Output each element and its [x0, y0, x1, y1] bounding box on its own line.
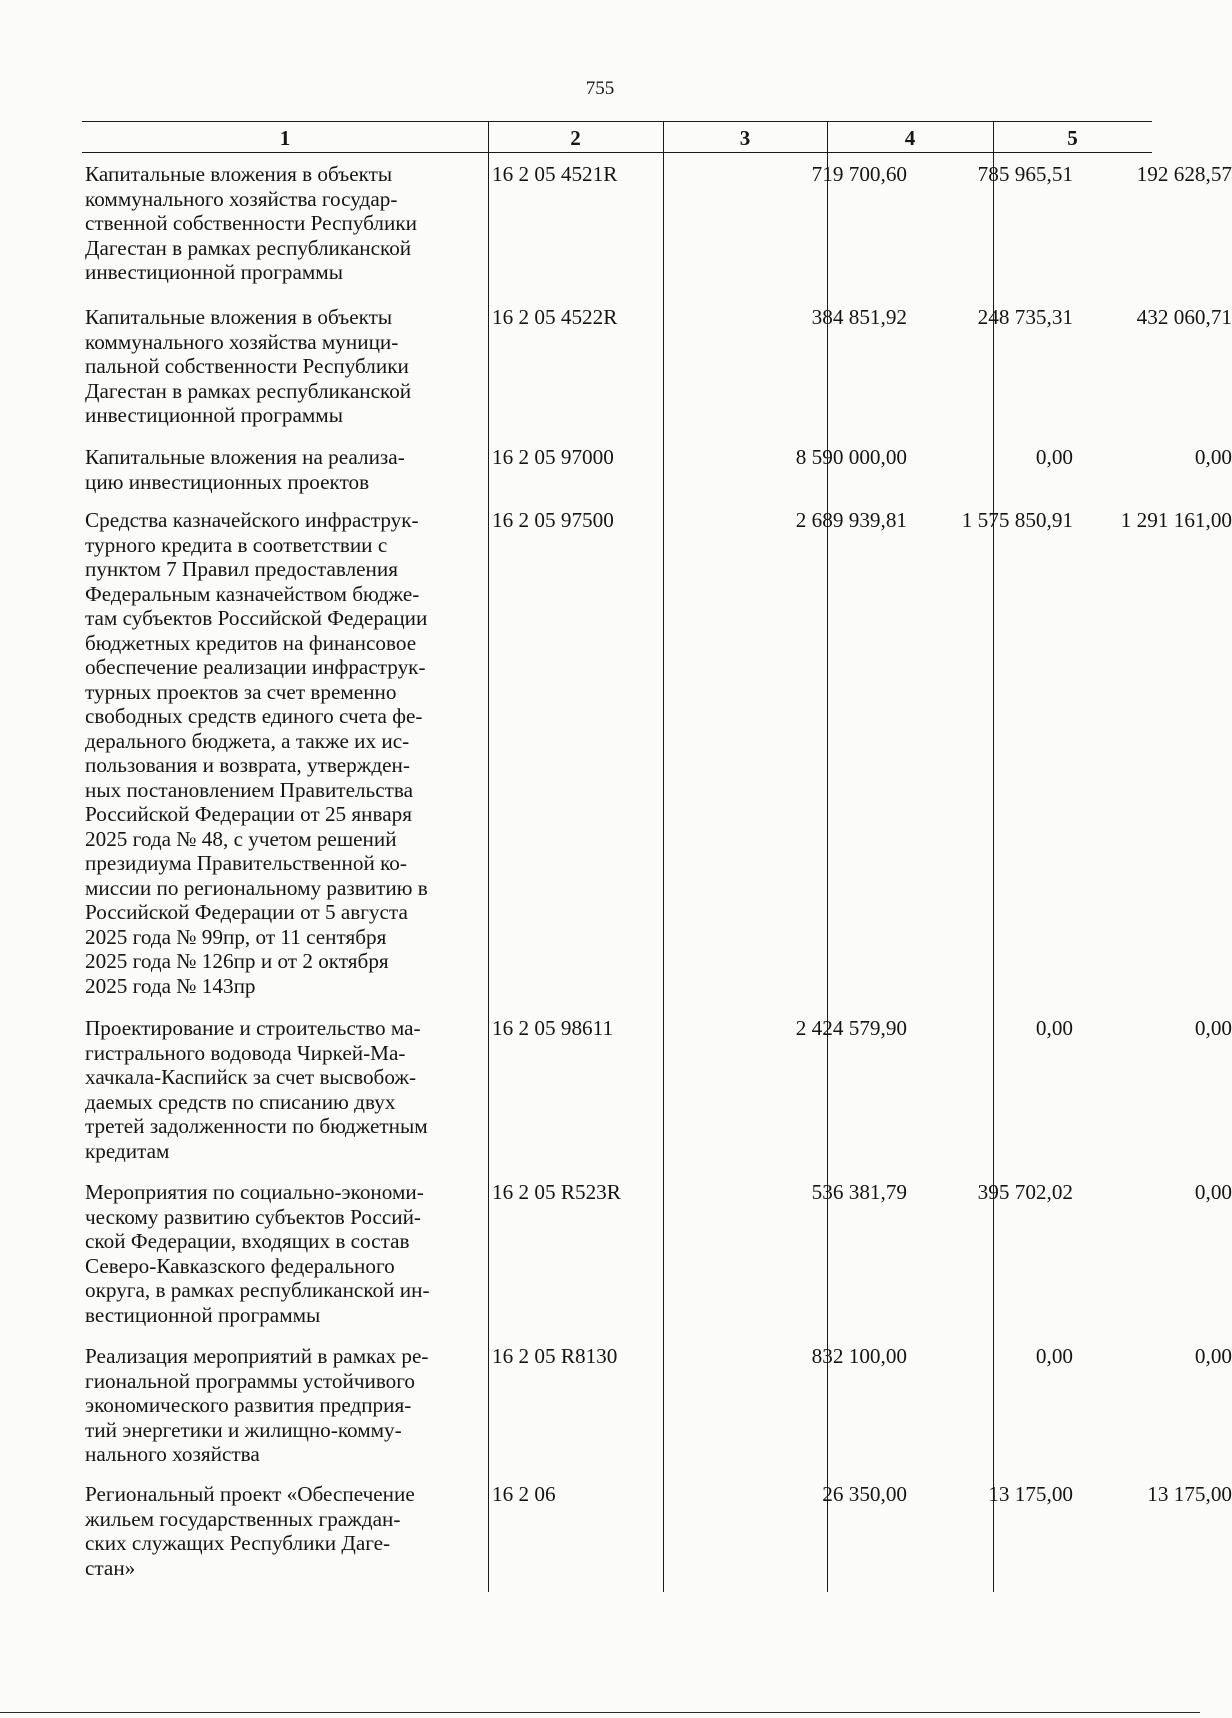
- row-value-3: 2 424 579,90: [795, 1016, 907, 1040]
- row-name-line: нального хозяйства: [85, 1442, 260, 1466]
- row-code: 16 2 05 4521R: [492, 162, 618, 186]
- row-name: [85, 1482, 487, 1580]
- row-code: 16 2 05 98611: [492, 1016, 614, 1040]
- row-name-line: тий энергетики и жилищно-комму-: [85, 1417, 402, 1442]
- row-code: 16 2 06: [492, 1482, 556, 1506]
- column-header-1: 1: [279, 126, 291, 150]
- row-name-line: коммунального хозяйства государ-: [85, 186, 398, 211]
- row-code: 16 2 05 R8130: [492, 1344, 618, 1368]
- row-value-4: 785 965,51: [977, 162, 1073, 186]
- row-name-line: пунктом 7 Правил предоставления: [85, 557, 398, 581]
- row-name-line: Федеральным казначейством бюдже-: [85, 581, 420, 606]
- row-name: [85, 445, 487, 494]
- row-value-3: 536 381,79: [811, 1180, 907, 1204]
- row-name-line: экономического развития предприя-: [85, 1393, 412, 1417]
- row-code: 16 2 05 4522R: [492, 305, 618, 329]
- row-value-5: 0,00: [1194, 445, 1232, 469]
- row-name: [85, 1180, 487, 1327]
- row-code: 16 2 05 97500: [492, 508, 614, 532]
- row-name-line: жильем государственных граждан-: [85, 1506, 401, 1531]
- column-header-2: 2: [570, 126, 581, 150]
- row-name-line: Северо-Кавказского федерального: [85, 1253, 395, 1278]
- row-name-line: инвестиционной программы: [85, 260, 343, 284]
- row-name-line: Региональный проект «Обеспечение: [85, 1482, 415, 1506]
- row-value-4: 0,00: [1035, 1344, 1073, 1368]
- row-name-line: 2025 года № 126пр и от 2 октября: [85, 949, 389, 973]
- row-name: [85, 162, 487, 285]
- row-name-line: коммунального хозяйства муници-: [85, 329, 399, 354]
- row-value-5: 432 060,71: [1136, 305, 1232, 329]
- row-name-line: инвестиционной программы: [85, 403, 343, 427]
- row-value-4: 1 575 850,91: [961, 508, 1073, 532]
- row-value-4: 248 735,31: [977, 305, 1073, 329]
- row-value-5: 0,00: [1194, 1016, 1232, 1040]
- row-name-line: 2025 года № 99пр, от 11 сентября: [85, 924, 387, 949]
- row-value-3: 8 590 000,00: [795, 445, 907, 469]
- row-name-line: президиума Правительственной ко-: [85, 851, 407, 875]
- row-value-4: 13 175,00: [988, 1482, 1073, 1506]
- row-name-line: дерального бюджета, а также их ис-: [85, 728, 410, 753]
- column-header-4: 4: [904, 126, 916, 150]
- row-name-line: Дагестан в рамках республиканской: [85, 378, 412, 403]
- row-name-line: вестиционной программы: [85, 1302, 321, 1327]
- row-name-line: турного кредита в соответствии с: [85, 532, 388, 557]
- row-name: [85, 1016, 487, 1163]
- column-header-5: 5: [1067, 126, 1078, 150]
- row-name-line: ческому развитию субъектов Россий-: [85, 1204, 421, 1229]
- row-name-line: третей задолженности по бюджетным: [85, 1114, 428, 1138]
- row-value-5: 192 628,57: [1136, 162, 1232, 186]
- row-name: [85, 1344, 487, 1467]
- row-name-line: миссии по региональному развитию в: [85, 875, 428, 900]
- column-divider: [488, 122, 489, 1592]
- row-name: [85, 305, 487, 428]
- row-value-3: 384 851,92: [811, 305, 907, 329]
- row-name-line: свободных средств единого счета фе-: [85, 704, 423, 728]
- column-header-3: 3: [739, 126, 751, 150]
- row-name-line: цию инвестиционных проектов: [85, 469, 370, 494]
- row-name-line: хачкала-Каспийск за счет высвобож-: [85, 1065, 417, 1089]
- row-name-line: Российской Федерации от 5 августа: [85, 900, 408, 924]
- row-name-line: Реализация мероприятий в рамках ре-: [85, 1344, 429, 1368]
- row-name-line: гиональной программы устойчивого: [85, 1368, 416, 1393]
- row-name-line: пальной собственности Республики: [85, 354, 409, 378]
- row-value-4: 0,00: [1035, 445, 1073, 469]
- row-name-line: стан»: [85, 1555, 136, 1580]
- row-name-line: округа, в рамках республиканской ин-: [85, 1278, 430, 1302]
- row-code: 16 2 05 R523R: [492, 1180, 621, 1204]
- row-name-line: ных постановлением Правительства: [85, 777, 414, 802]
- row-name-line: обеспечение реализации инфраструк-: [85, 655, 426, 679]
- row-name-line: ских служащих Республики Даге-: [85, 1531, 391, 1555]
- row-value-5: 0,00: [1194, 1180, 1232, 1204]
- page-bottom-rule: [0, 1712, 1200, 1713]
- row-name: [85, 508, 487, 998]
- budget-table: [82, 121, 1232, 1592]
- row-code: 16 2 05 97000: [492, 445, 614, 469]
- row-name-line: Мероприятия по социально-экономи-: [85, 1180, 424, 1204]
- row-name-line: пользования и возврата, утвержден-: [85, 753, 410, 777]
- row-value-3: 2 689 939,81: [795, 508, 907, 532]
- row-value-4: 395 702,02: [977, 1180, 1073, 1204]
- row-name-line: Капитальные вложения в объекты: [85, 162, 393, 186]
- row-name-line: Российской Федерации от 25 января: [85, 802, 412, 826]
- page-number: 755: [585, 78, 615, 99]
- row-value-5: 1 291 161,00: [1120, 508, 1232, 532]
- row-value-5: 13 175,00: [1147, 1482, 1232, 1506]
- row-value-5: 0,00: [1194, 1344, 1232, 1368]
- row-name-line: ственной собственности Республики: [85, 211, 417, 235]
- row-name-line: Капитальные вложения на реализа-: [85, 445, 405, 469]
- row-name-line: бюджетных кредитов на финансовое: [85, 630, 417, 655]
- row-value-3: 26 350,00: [822, 1482, 907, 1506]
- row-name-line: кредитам: [85, 1138, 170, 1163]
- table-header: [82, 122, 1152, 153]
- row-name-line: гистрального водовода Чиркей-Ма-: [85, 1040, 406, 1065]
- row-name-line: Средства казначейского инфраструк-: [85, 508, 419, 532]
- row-name-line: даемых средств по списанию двух: [85, 1089, 396, 1114]
- row-value-3: 719 700,60: [811, 162, 907, 186]
- column-divider: [993, 122, 994, 1592]
- row-name-line: 2025 года № 48, с учетом решений: [85, 826, 397, 851]
- row-name-line: Капитальные вложения в объекты: [85, 305, 393, 329]
- row-name-line: ской Федерации, входящих в состав: [85, 1229, 410, 1253]
- row-name-line: Дагестан в рамках республиканской: [85, 235, 412, 260]
- row-value-3: 832 100,00: [811, 1344, 907, 1368]
- column-divider: [827, 122, 828, 1592]
- row-name-line: там субъектов Российской Федерации: [85, 606, 428, 630]
- column-divider: [663, 122, 664, 1592]
- row-name-line: Проектирование и строительство ма-: [85, 1016, 421, 1040]
- row-name-line: турных проектов за счет временно: [85, 679, 397, 704]
- row-name-line: 2025 года № 143пр: [85, 973, 256, 998]
- row-value-4: 0,00: [1035, 1016, 1073, 1040]
